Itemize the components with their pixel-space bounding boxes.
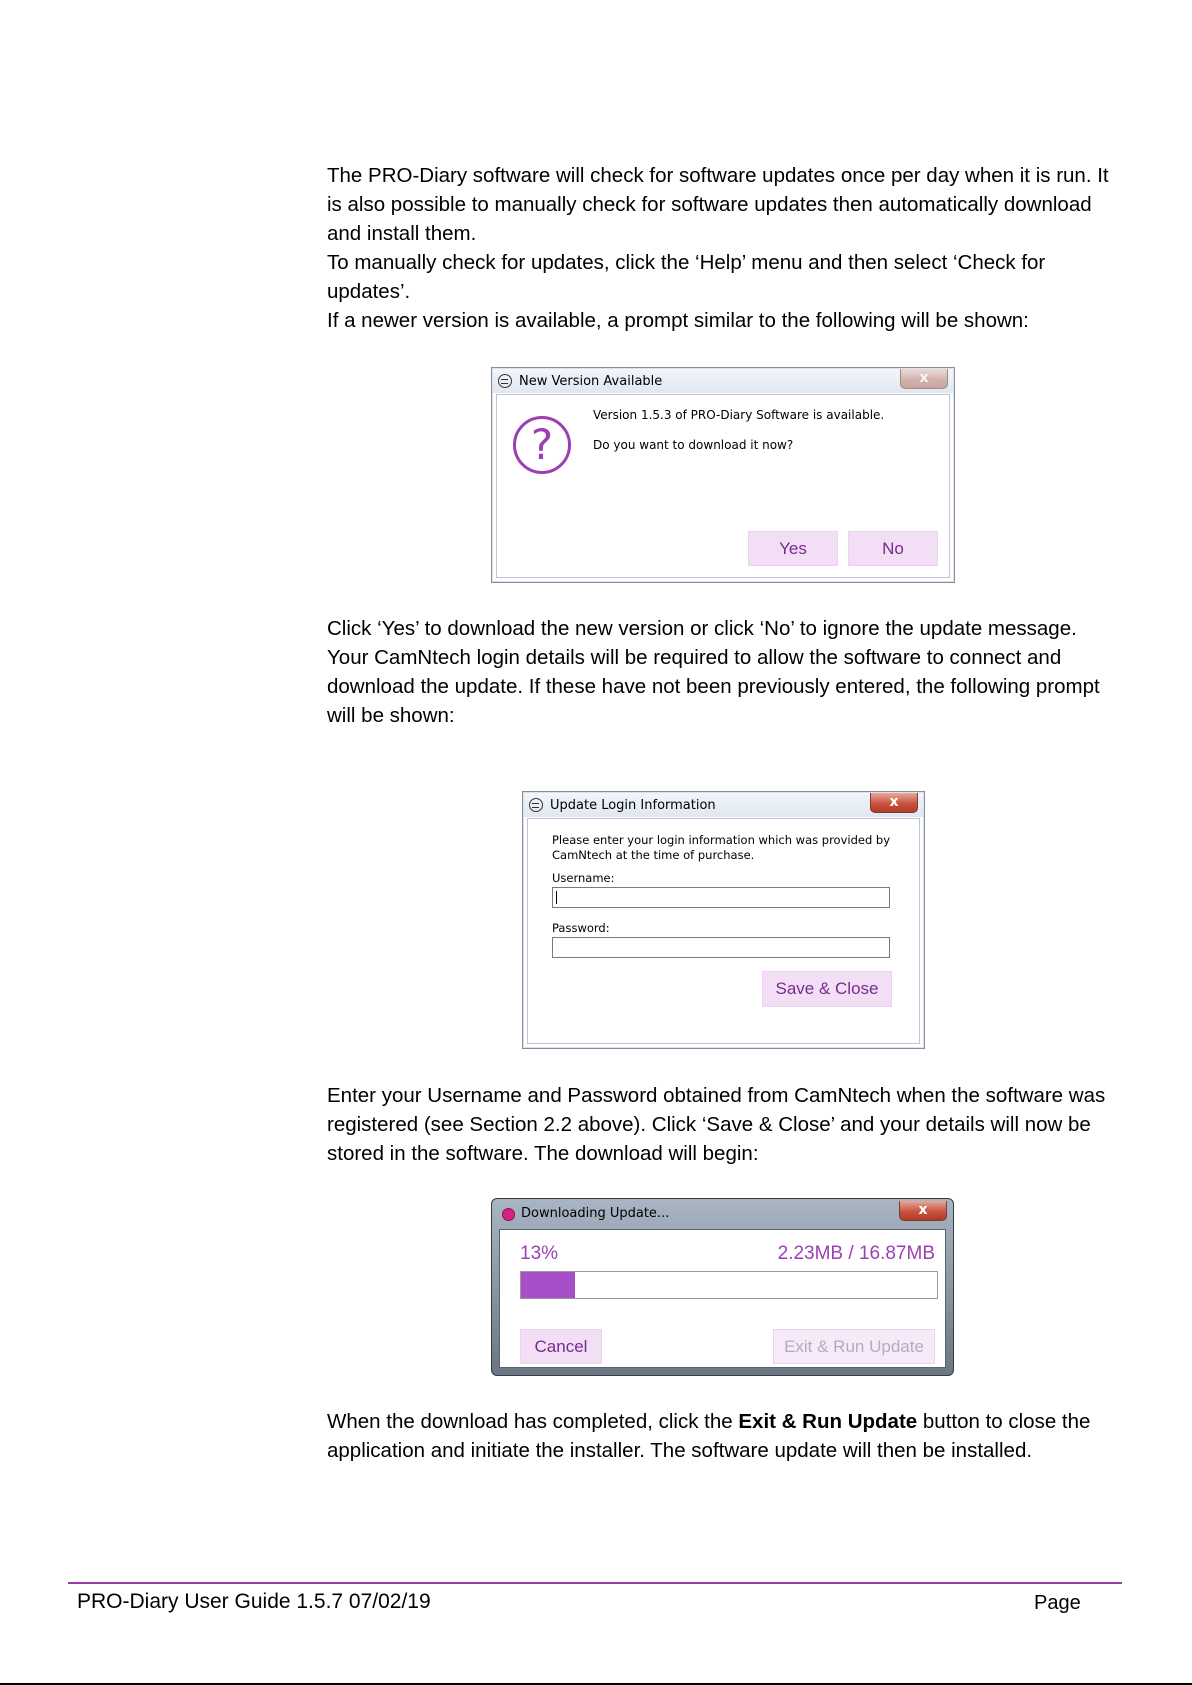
dialog-title: New Version Available bbox=[519, 374, 663, 389]
password-label: Password: bbox=[552, 921, 610, 935]
username-input[interactable] bbox=[552, 887, 890, 908]
exit-run-update-emphasis: Exit & Run Update bbox=[738, 1410, 918, 1433]
download-size: 2.23MB / 16.87MB bbox=[777, 1243, 935, 1264]
final-text-before: When the download has completed, click the bbox=[327, 1410, 739, 1433]
instructions-line-1: Please enter your login information which was provided by bbox=[552, 833, 891, 847]
save-close-button[interactable]: Save & Close bbox=[762, 971, 892, 1007]
app-icon bbox=[498, 374, 512, 388]
footer-guide-title: PRO-Diary User Guide 1.5.7 07/02/19 bbox=[77, 1590, 431, 1613]
no-button[interactable]: No bbox=[848, 531, 938, 566]
yes-no-paragraph: Click ‘Yes’ to download the new version or click ‘No’ to ignore the update message. bbox=[327, 617, 1077, 640]
yes-button[interactable]: Yes bbox=[748, 531, 838, 566]
intro-paragraph-1: The PRO-Diary software will check for software updates once per day when it is run. It is also possible to manually check for software updates then automatically download and install them. bbox=[327, 164, 1109, 245]
intro-paragraph-3: If a newer version is available, a prompt similar to the following will be shown: bbox=[327, 309, 1029, 332]
close-button[interactable]: x bbox=[899, 1201, 947, 1221]
dialog-titlebar bbox=[493, 369, 953, 393]
footer-page-label: Page bbox=[1034, 1592, 1081, 1614]
progress-fill bbox=[521, 1272, 575, 1298]
username-label: Username: bbox=[552, 871, 615, 885]
final-text-after: button to close the application and initiate the installer. The software update will then be installed. bbox=[327, 1410, 1091, 1462]
download-question: Do you want to download it now? bbox=[593, 438, 794, 452]
progress-bar bbox=[520, 1271, 938, 1299]
dialog-titlebar bbox=[493, 1201, 952, 1225]
progress-percent: 13% bbox=[520, 1243, 559, 1264]
new-version-dialog bbox=[491, 367, 955, 583]
footer-divider bbox=[68, 1582, 1122, 1584]
app-icon bbox=[529, 798, 543, 812]
dialog-body bbox=[527, 818, 920, 1044]
final-text bbox=[327, 1407, 1127, 1465]
exit-run-update-button[interactable]: Exit & Run Update bbox=[773, 1329, 935, 1364]
update-instructions-text bbox=[327, 614, 1127, 730]
dialog-body bbox=[499, 1229, 946, 1368]
login-dialog bbox=[522, 791, 925, 1049]
version-message: Version 1.5.3 of PRO-Diary Software is available. bbox=[593, 408, 885, 422]
instructions-line-2: CamNtech at the time of purchase. bbox=[552, 848, 755, 862]
credentials-text bbox=[327, 1081, 1127, 1168]
intro-paragraph-2: To manually check for updates, click the ‘Help’ menu and then select ‘Check for updates’. bbox=[327, 251, 1046, 303]
dialog-title: Downloading Update... bbox=[521, 1206, 670, 1221]
password-input[interactable] bbox=[552, 937, 890, 958]
close-button[interactable]: x bbox=[900, 369, 948, 389]
login-required-paragraph: Your CamNtech login details will be required to allow the software to connect and download the update. If these have not been previously entered, the following prompt will be shown: bbox=[327, 646, 1100, 727]
final-paragraph bbox=[327, 1407, 1127, 1465]
dialog-titlebar bbox=[524, 793, 923, 817]
intro-text bbox=[327, 161, 1127, 335]
close-button[interactable]: x bbox=[870, 793, 918, 813]
cancel-button[interactable]: Cancel bbox=[520, 1329, 602, 1364]
dialog-title: Update Login Information bbox=[550, 798, 716, 813]
download-dialog bbox=[491, 1198, 954, 1376]
text-caret bbox=[556, 891, 557, 904]
question-icon: ? bbox=[513, 416, 571, 474]
credentials-paragraph: Enter your Username and Password obtained from CamNtech when the software was registered (see Section 2.2 above). Click ‘Save & Close’ and your details will now be stored in the software. The download will begin: bbox=[327, 1084, 1106, 1165]
app-icon bbox=[502, 1208, 515, 1221]
dialog-body bbox=[496, 394, 950, 578]
